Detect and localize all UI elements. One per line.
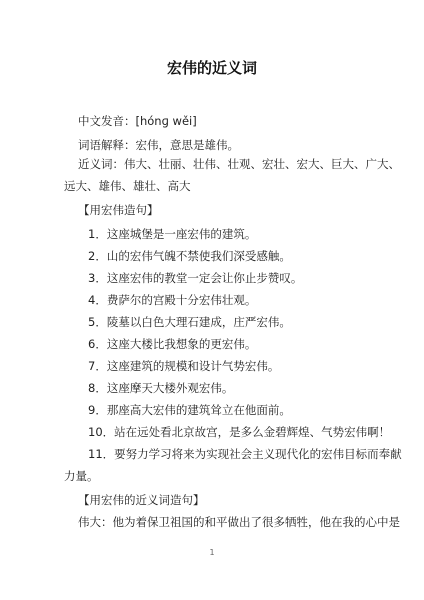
- document-title: 宏伟的近义词: [166, 59, 257, 77]
- synonyms-line-1: 近义词：伟大、壮丽、壮伟、壮观、宏壮、宏大、巨大、广大、: [78, 157, 400, 171]
- section-heading-sentences: 【用宏伟造句】: [78, 203, 159, 217]
- sentence-item: 11．要努力学习将来为实现社会主义现代化的宏伟目标而奉献: [88, 447, 402, 461]
- sentence-item: 1．这座城堡是一座宏伟的建筑。: [88, 227, 257, 241]
- pronunciation-line: 中文发音：[hónɡ wěi]: [78, 114, 197, 128]
- sentence-item: 7．这座建筑的规模和设计气势宏伟。: [88, 359, 280, 373]
- sentence-item: 8．这座摩天大楼外观宏伟。: [88, 381, 234, 395]
- sentence-item: 10．站在远处看北京故宫，是多么金碧辉煌、气势宏伟啊！: [88, 425, 391, 439]
- synonym-sentence-line: 伟大：他为着保卫祖国的和平做出了很多牺牲，他在我的心中是: [78, 515, 400, 529]
- sentence-item: 2．山的宏伟气魄不禁使我们深受感触。: [88, 249, 291, 263]
- sentence-item: 力量。: [64, 469, 99, 483]
- sentence-item: 4．费萨尔的宫殿十分宏伟壮观。: [88, 293, 257, 307]
- definition-line: 词语解释：宏伟，意思是雄伟。: [78, 138, 239, 152]
- sentence-item: 3．这座宏伟的教堂一定会让你止步赞叹。: [88, 271, 303, 285]
- sentence-item: 5．陵墓以白色大理石建成，庄严宏伟。: [88, 315, 291, 329]
- page-number: 1: [209, 548, 215, 557]
- synonyms-line-2: 远大、雄伟、雄壮、高大: [64, 179, 191, 193]
- section-heading-synonym-sentences: 【用宏伟的近义词造句】: [78, 493, 205, 507]
- sentence-item: 9．那座高大宏伟的建筑耸立在他面前。: [88, 403, 291, 417]
- sentence-item: 6．这座大楼比我想象的更宏伟。: [88, 337, 257, 351]
